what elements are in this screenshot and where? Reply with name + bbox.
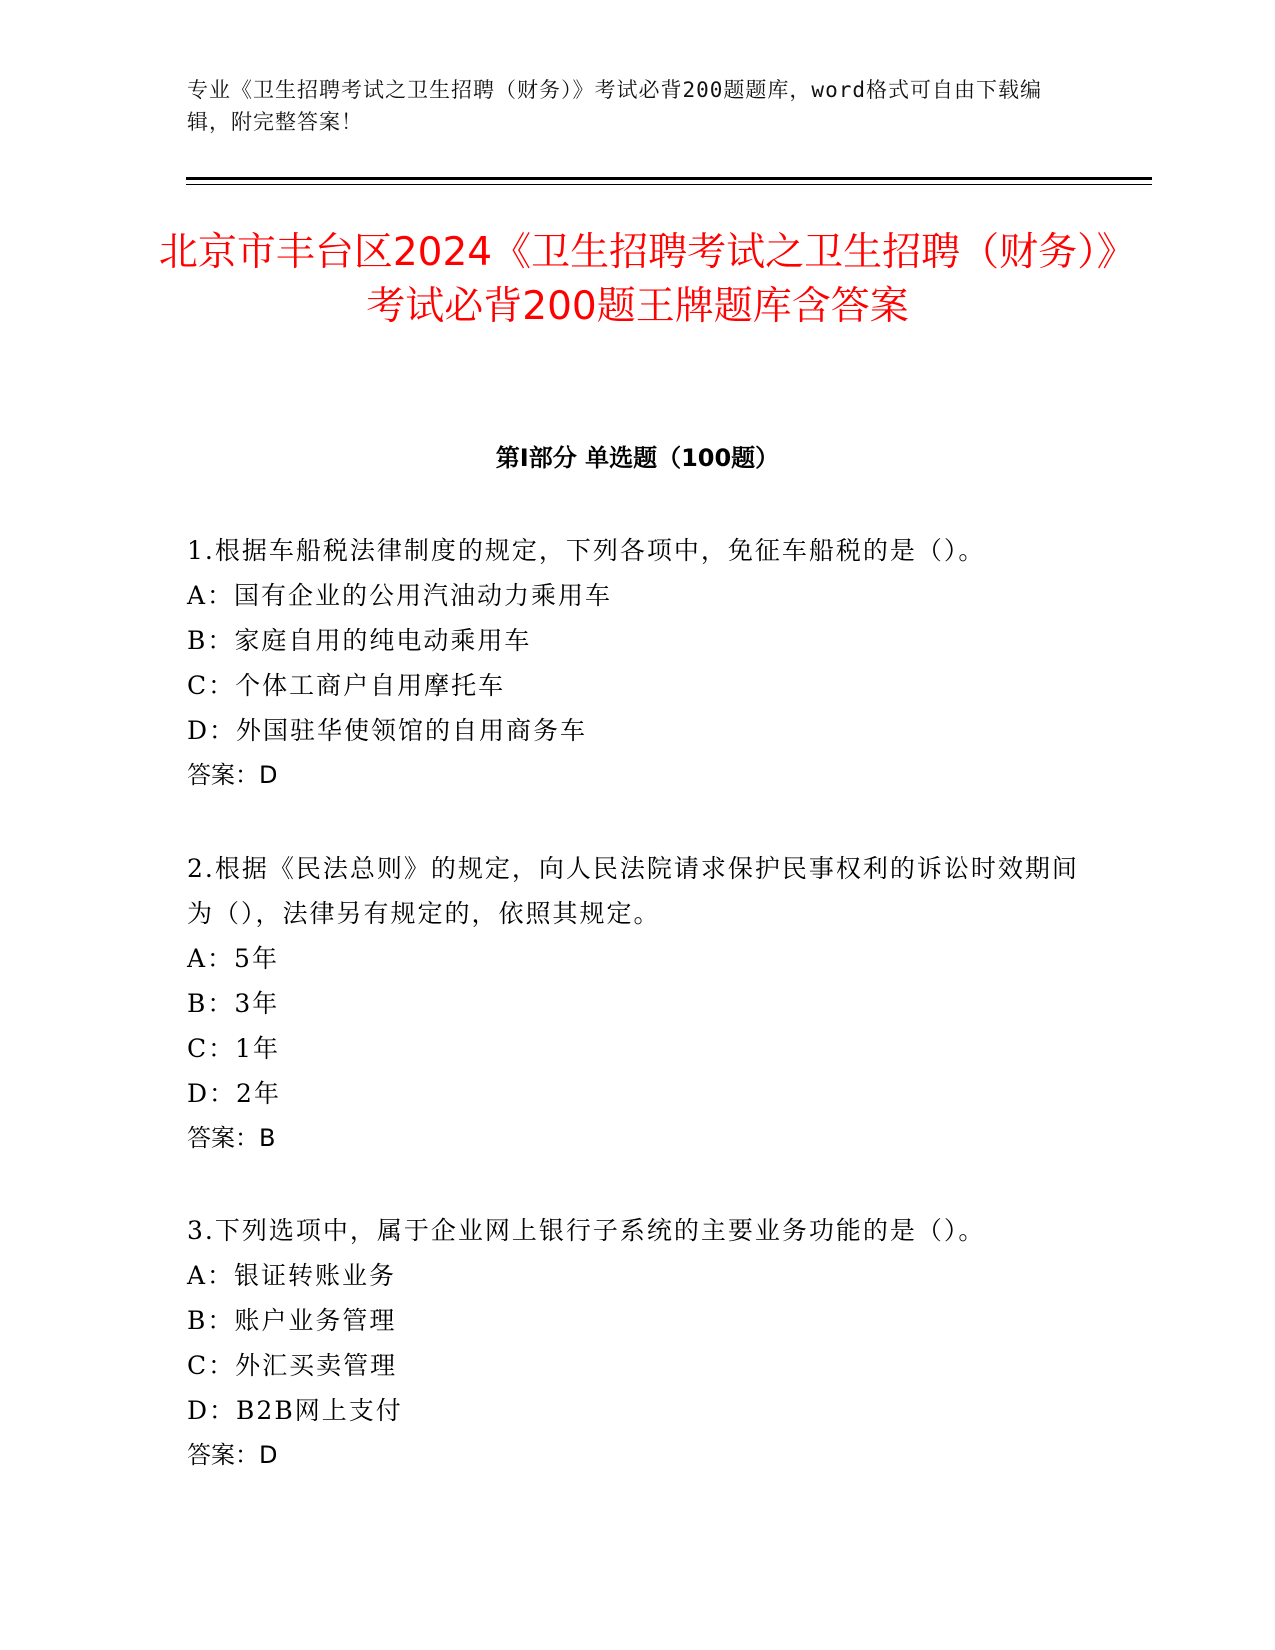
option-b: B：家庭自用的纯电动乘用车 [187,626,532,655]
option-b: B：3年 [187,989,280,1018]
option-d: D：2年 [187,1079,281,1108]
option-a: A：银证转账业务 [187,1261,397,1290]
option-a: A：国有企业的公用汽油动力乘用车 [187,581,613,610]
answer: 答案：D [187,761,278,789]
option-d: D：B2B网上支付 [187,1396,403,1425]
header-note: 专业《卫生招聘考试之卫生招聘（财务）》考试必背200题题库，word格式可自由下载编辑，附完整答案！ [187,78,1042,134]
header-divider-thin [186,184,1152,185]
option-c: C：个体工商户自用摩托车 [187,671,506,700]
question-3 [187,1208,1087,1478]
document-title: 北京市丰台区2024《卫生招聘考试之卫生招聘（财务）》考试必背200题王牌题库含答案 [158,230,1117,329]
question-1 [187,528,1087,798]
question-text: 2.根据《民法总则》的规定，向人民法院请求保护民事权利的诉讼时效期间为（），法律另有规定的，依照其规定。 [187,854,1079,928]
option-c: C：外汇买卖管理 [187,1351,398,1380]
option-b: B：账户业务管理 [187,1306,397,1335]
question-text: 1.根据车船税法律制度的规定，下列各项中，免征车船税的是（）。 [187,536,986,565]
answer: 答案：B [187,1124,276,1152]
section-heading: 第I部分 单选题（100题） [495,444,780,472]
header-divider-thick [186,177,1152,180]
question-2 [187,846,1087,1161]
question-text: 3.下列选项中，属于企业网上银行子系统的主要业务功能的是（）。 [187,1216,986,1245]
option-a: A：5年 [187,944,279,973]
option-c: C：1年 [187,1034,281,1063]
answer: 答案：D [187,1441,278,1469]
option-d: D：外国驻华使领馆的自用商务车 [187,716,588,745]
